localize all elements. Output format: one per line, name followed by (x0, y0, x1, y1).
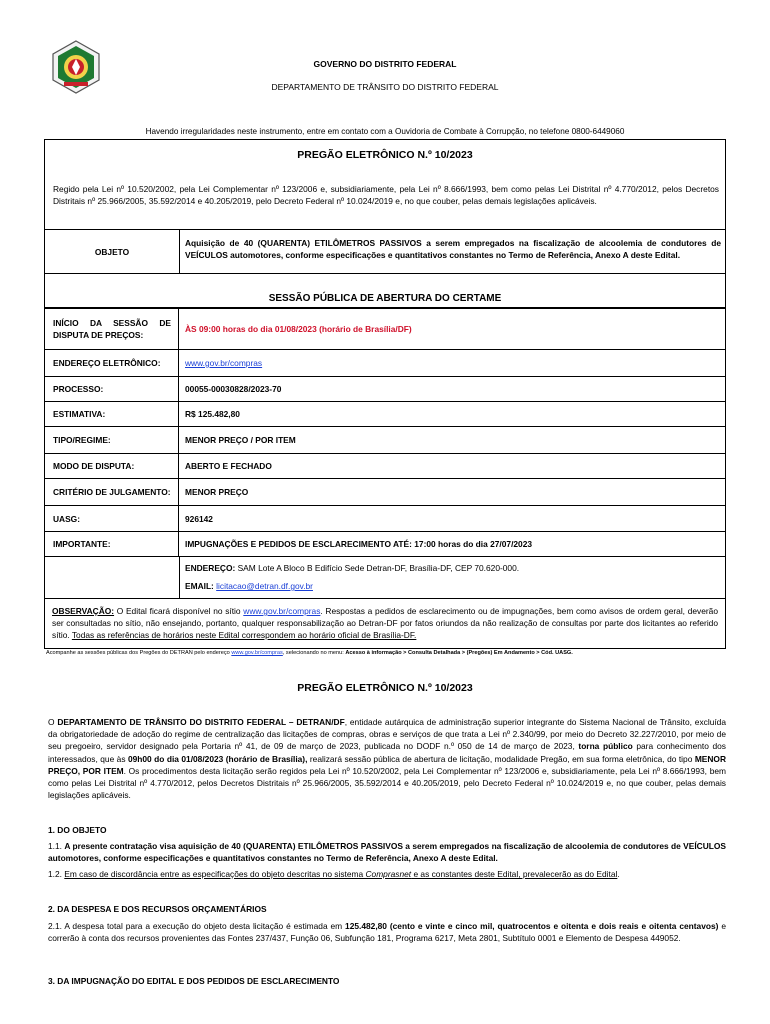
row-label: ESTIMATIVA: (45, 402, 179, 426)
main-intro: O DEPARTAMENTO DE TRÂNSITO DO DISTRITO FEDERAL – DETRAN/DF, entidade autárquica de administração superior integrante do Sistema Nacional de Trânsito, excluída da obrigatoriedade de adoção do regime de centralização das licitações de compras, obras e serviços de que trata a Lei nº 2.340/99, por meio do Decreto 32.227/2010, por meio de seu pregoeiro, servidor designado pela Portaria nº 41, de 09 de março de 2023, publicada no DODF n.º 050 de 14 de março de 2023, torna público para conhecimento dos interessados, que às 09h00 do dia 01/08/2023 (horário de Brasília), realizará sessão pública de abertura de licitação, modalidade Pregão, em sua forma eletrônica, do tipo MENOR PREÇO, POR ITEM. Os procedimentos desta licitação serão regidos pela Lei nº 10.520/2002, pela Lei Complementar nº 123/2006 e, subsidiariamente, pela Lei nº 8.666/1993, bem como pelas Lei Distrital nº 4.770/2012, pelos Decretos Distritais nº 25.966/2005, 35.592/2014 e 40.205/2019, pelo Decreto Federal nº 10.024/2019 e, no que couber, pelas demais legislações aplicáveis. (48, 717, 726, 801)
section-1-title: 1. DO OBJETO (48, 825, 107, 835)
row-value: IMPUGNAÇÕES E PEDIDOS DE ESCLARECIMENTO ATÉ: 17:00 horas do dia 27/07/2023 (185, 539, 533, 549)
row-label: IMPORTANTE: (45, 532, 179, 556)
row-value: ABERTO E FECHADO (185, 461, 272, 471)
contact-label-cell (45, 557, 180, 598)
observacao-text: OBSERVAÇÃO: O Edital ficará disponível no sítio www.gov.br/compras. Respostas a pedidos de esclarecimento ou de impugnações, bem como avisos de ordem geral, deverão ser consultadas no sítio, não ensejando, portanto, qualquer responsabilização ao Detran-DF por fatos oriundos da não realização de consultas por parte dos licitantes ao referido sítio. Todas as referências de horários neste Edital correspondem ao horário oficial de Brasília-DF. (52, 606, 718, 640)
email-link[interactable]: licitacao@detran.df.gov.br (216, 581, 313, 591)
contact-email: EMAIL: licitacao@detran.df.gov.br (185, 581, 313, 591)
table-row (44, 479, 726, 506)
section-3-title: 3. DA IMPUGNAÇÃO DO EDITAL E DOS PEDIDOS DE ESCLARECIMENTO (48, 976, 340, 986)
main-title: PREGÃO ELETRÔNICO N.º 10/2023 (297, 682, 473, 694)
footnote: Acompanhe as sessões públicas dos Pregões do DETRAN pelo endereço www.gov.br/compras, selecionando no menu: Acesso à informação > Consulta Detalhada > (Pregões) Em Andamento > Cód. UASG. (46, 650, 573, 656)
table-row (44, 377, 726, 402)
row-label: MODO DE DISPUTA: (45, 454, 179, 478)
row-value: 926142 (185, 513, 213, 524)
row-value: ÀS 09:00 horas do dia 01/08/2023 (horário de Brasília/DF) (185, 324, 412, 334)
objeto-row (45, 229, 725, 274)
table-row (44, 308, 726, 350)
box-intro: Regido pela Lei nº 10.520/2002, pela Lei Complementar nº 123/2006 e, subsidiariamente, pela Lei nº 8.666/1993, bem como pelas Lei Distrital nº 4.770/2012, pelos Decretos Distritais nº 25.966/2005, 35.592/2014 e 40.205/2019, pelo Decreto Federal nº 10.024/2019 e, no que couber, pelas demais legislações aplicáveis. (53, 184, 719, 206)
header-government: GOVERNO DO DISTRITO FEDERAL (313, 59, 457, 69)
contact-row (44, 557, 726, 599)
observacao-box (44, 599, 726, 649)
table-row (44, 350, 726, 377)
compras-link[interactable]: www.gov.br/compras (243, 606, 321, 616)
row-label: INÍCIO DA SESSÃO DE DISPUTA DE PREÇOS: (45, 309, 179, 349)
table-row (44, 532, 726, 557)
sessao-title: SESSÃO PÚBLICA DE ABERTURA DO CERTAME (268, 293, 502, 304)
contact-address: ENDEREÇO: SAM Lote A Bloco B Edifício Sede Detran-DF, Brasília-DF, CEP 70.620-000. (185, 563, 520, 573)
row-value: 00055-00030828/2023-70 (185, 384, 282, 394)
row-value: R$ 125.482,80 (185, 409, 240, 419)
row-label: UASG: (45, 506, 179, 531)
header-department: DEPARTAMENTO DE TRÂNSITO DO DISTRITO FEDERAL (271, 82, 499, 92)
section-2-1: 2.1. A despesa total para a execução do objeto desta licitação é estimada em 125.482,80 (cento e vinte e cinco mil, quatrocentos e oitenta e dois reais e oitenta centavos) e correrão à conta dos recursos provenientes das Fontes 237/437, Função 06, Subfunção 181, Programa 6217, Meta 2801, Subtítulo 0001 e Elemento de Despesa 449052. (48, 921, 726, 944)
row-label: CRITÉRIO DE JULGAMENTO: (45, 479, 179, 505)
row-value: MENOR PREÇO / POR ITEM (185, 435, 296, 445)
table-row (44, 454, 726, 479)
objeto-label: OBJETO (45, 230, 180, 273)
row-label: ENDEREÇO ELETRÔNICO: (45, 350, 179, 376)
box-title: PREGÃO ELETRÔNICO N.º 10/2023 (297, 149, 473, 161)
footnote-link[interactable]: www.gov.br/compras (231, 650, 283, 656)
section-1-1: 1.1. A presente contratação visa aquisição de 40 (QUARENTA) ETILÔMETROS PASSIVOS a serem empregados na fiscalização de alcoolemia de condutores de VEÍCULOS automotores, conforme especificações e quantitativos constantes no Termo de Referência, Anexo A deste Edital. (48, 841, 726, 864)
row-value: MENOR PREÇO (185, 487, 249, 497)
objeto-text: Aquisição de 40 (QUARENTA) ETILÔMETROS PASSIVOS a serem empregados na fiscalização de alcoolemia de condutores de VEÍCULOS automotores, conforme especificações e quantitativos constantes no Termo de Referência, Anexo A deste Edital. (185, 238, 721, 260)
table-row (44, 506, 726, 532)
table-row (44, 402, 726, 427)
edital-summary-box (44, 139, 726, 308)
row-label: TIPO/REGIME: (45, 427, 179, 453)
section-1-2: 1.2. Em caso de discordância entre as especificações do objeto descritas no sistema Comprasnet e as constantes deste Edital, prevalecerão as do Edital. (48, 869, 620, 879)
header-corruption-notice: Havendo irregularidades neste instrumento, entre em contato com a Ouvidoria de Combate à Corrupção, no telefone 0800-6449060 (145, 127, 625, 136)
table-row (44, 427, 726, 454)
row-label: PROCESSO: (45, 377, 179, 401)
section-2-title: 2. DA DESPESA E DOS RECURSOS ORÇAMENTÁRIOS (48, 904, 267, 914)
row-value-link[interactable]: www.gov.br/compras (185, 358, 263, 368)
